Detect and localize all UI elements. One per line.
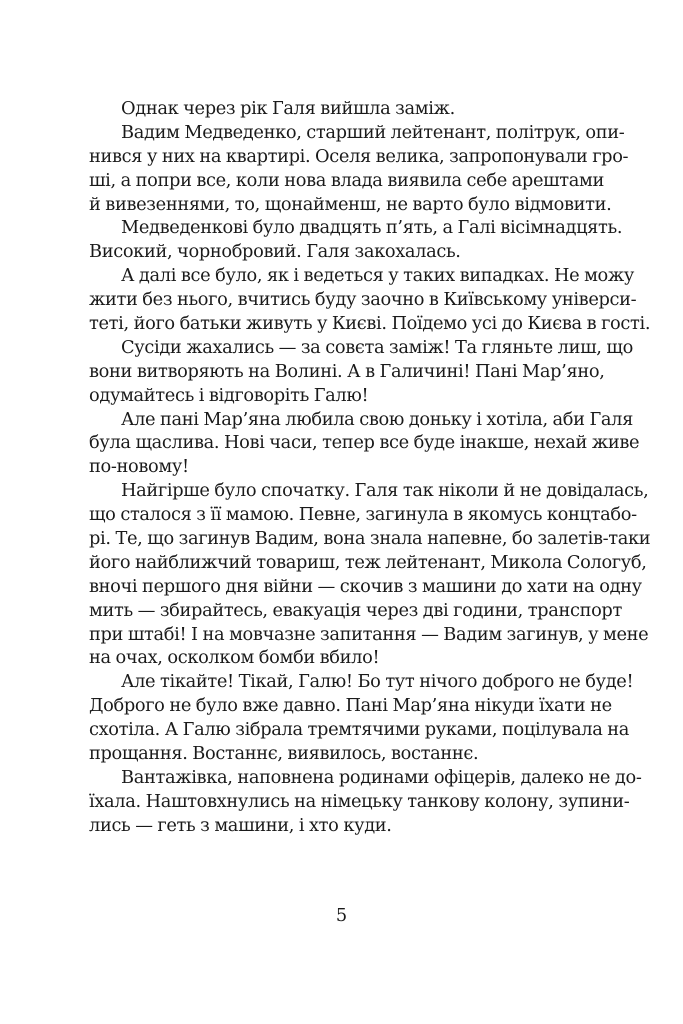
text-line: на очах, осколком бомби вбило! — [89, 647, 380, 669]
text-line: Доброго не було вже давно. Пані Мар’яна нікуди їхати не — [89, 695, 612, 717]
paragraph — [89, 766, 642, 838]
text-line: Медведенкові було двадцять п’ять, а Галі вісімнадцять. — [121, 217, 623, 239]
paragraph — [89, 479, 651, 670]
body-text — [89, 97, 651, 838]
text-line: лись — геть з машини, і хто куди. — [89, 814, 392, 836]
paragraph — [89, 408, 640, 480]
paragraph — [89, 121, 629, 217]
text-line: Але тікайте! Тікай, Галю! Бо тут нічого доброго не буде! — [121, 671, 634, 693]
text-line: їхала. Наштовхнулись на німецьку танкову колону, зупини- — [89, 790, 630, 812]
text-line: Однак через рік Галя вийшла заміж. — [121, 98, 455, 119]
text-line: Вадим Медведенко, старший лейтенант, політрук, опи- — [121, 121, 625, 143]
text-line: рі. Те, що загинув Вадим, вона знала напевне, бо залетів-таки — [89, 528, 651, 550]
text-line: схотіла. А Галю зібрала тремтячими руками, поцілувала на — [89, 719, 630, 741]
text-line: його найближчий товариш, теж лейтенант, Микола Сологуб, — [89, 551, 647, 573]
text-line: що сталося з її мамою. Певне, загинула в якомусь концтабо- — [89, 504, 637, 526]
page-number: 5 — [335, 905, 348, 926]
text-line: Високий, чорнобровий. Галя закохалась. — [89, 241, 461, 263]
paragraph — [89, 336, 633, 408]
text-line: Сусіди жахались — за совєта заміж! Та гляньте лиш, що — [121, 336, 633, 358]
text-line: ші, а попри все, коли нова влада виявила себе арештами — [89, 169, 605, 191]
text-line: А далі все було, як і ведеться у таких випадках. Не можу — [121, 265, 635, 287]
text-line: була щаслива. Нові часи, тепер все буде інакше, нехай живе — [89, 432, 640, 454]
text-line: прощання. Востаннє, виявилось, востаннє. — [89, 743, 479, 765]
text-line: Вантажівка, наповнена родинами офіцерів, далеко не до- — [121, 766, 642, 788]
text-line: вони витворяють на Волині. А в Галичині! Пані Мар’яно, — [89, 360, 605, 382]
paragraph — [89, 264, 651, 336]
text-line: при штабі! І на мовчазне запитання — Вадим загинув, у мене — [89, 623, 649, 645]
text-line: Найгірше було спочатку. Галя так ніколи й не довідалась, — [121, 480, 649, 502]
text-line: Але пані Мар’яна любила свою доньку і хотіла, аби Галя — [121, 408, 633, 430]
text-line: мить — збирайтесь, евакуація через дві години, транспорт — [89, 599, 622, 621]
text-line: нився у них на квартирі. Оселя велика, запропонували гро- — [89, 145, 629, 167]
text-line: жити без нього, вчитись буду заочно в Київському універси- — [89, 289, 637, 311]
text-line: одумайтесь і відговоріть Галю! — [89, 384, 369, 406]
text-line: теті, його батьки живуть у Києві. Поїдемо усі до Києва в гості. — [89, 313, 651, 335]
paragraph — [89, 216, 623, 264]
text-line: вночі першого дня війни — скочив з машини до хати на одну — [89, 575, 642, 597]
paragraph — [89, 670, 634, 766]
text-line: й вивезеннями, то, щонайменш, не варто було відмовити. — [89, 193, 612, 215]
text-line: по-новому! — [89, 456, 189, 478]
paragraph — [89, 97, 587, 121]
